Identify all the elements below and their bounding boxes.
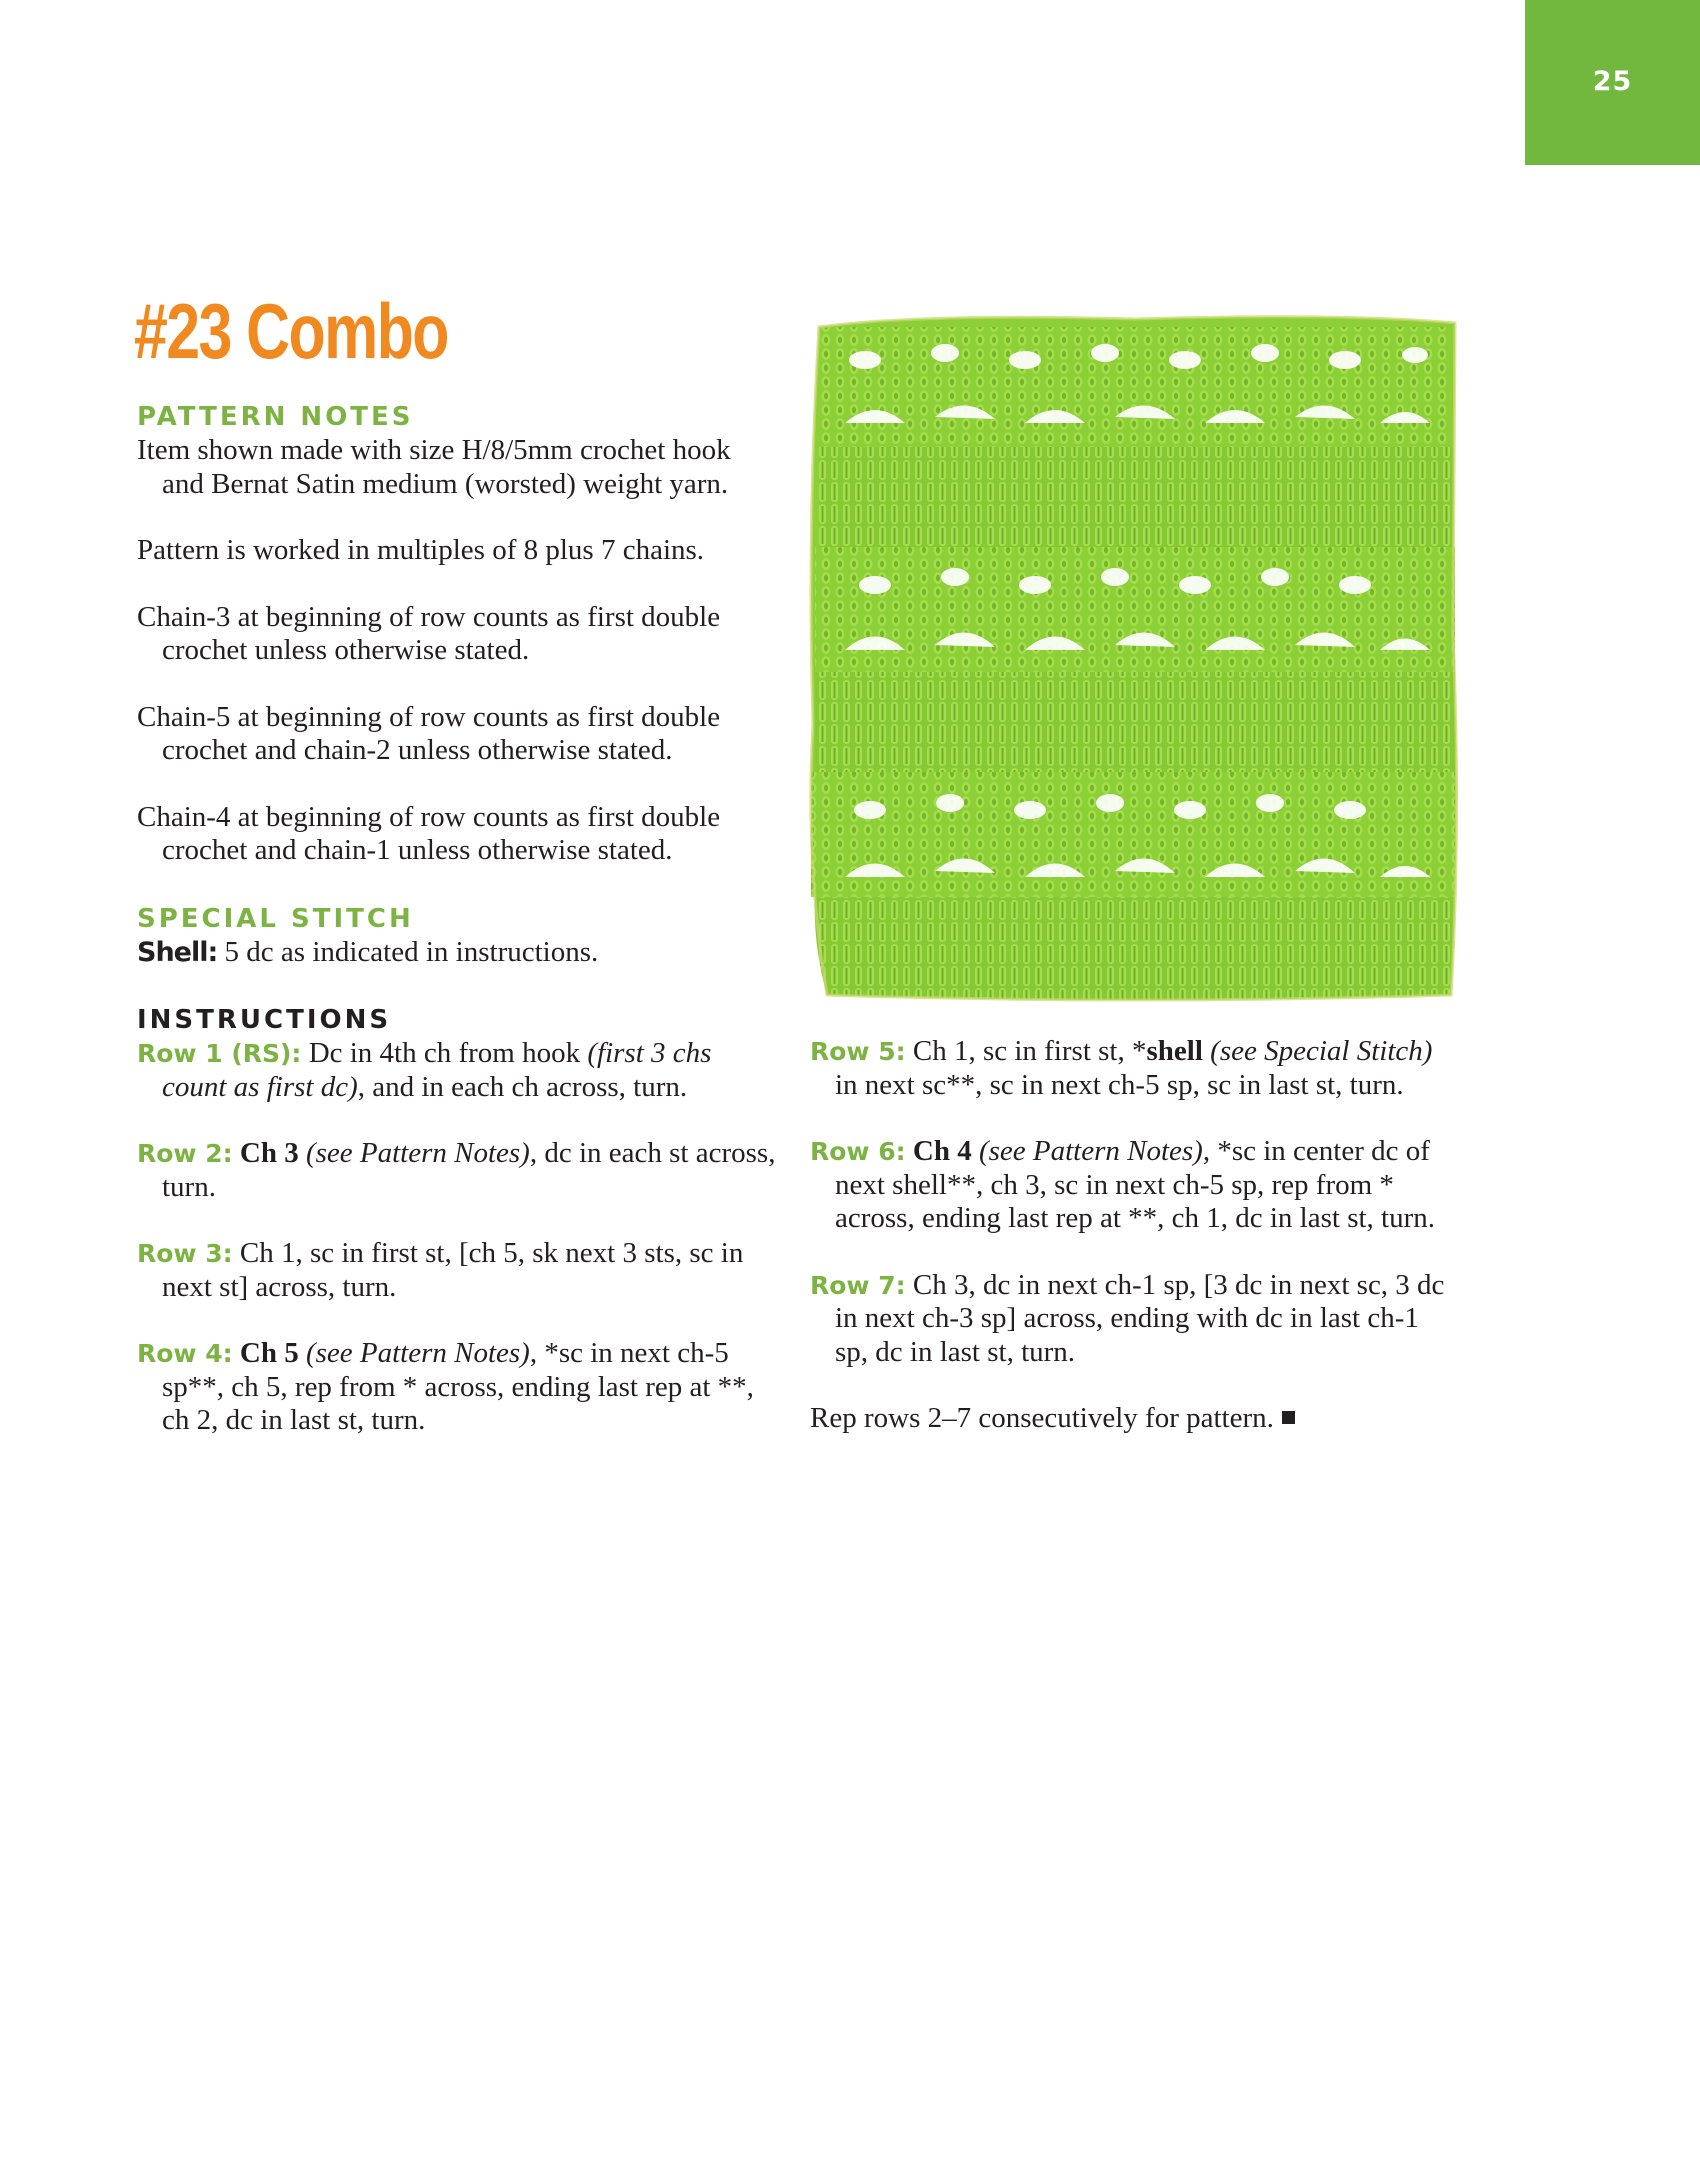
pattern-note: Pattern is worked in multiples of 8 plus 7 chains. [137, 534, 705, 566]
row-text-italic: (see Pattern Notes) [305, 1137, 530, 1169]
row-text-italic: (see Pattern Notes) [305, 1337, 530, 1369]
pattern-title: #23 Combo [134, 287, 448, 375]
instructions-heading: INSTRUCTIONS [137, 1005, 392, 1035]
lace-band-middle [815, 547, 1455, 672]
pattern-notes-heading: PATTERN NOTES [137, 402, 414, 432]
closing-instruction [810, 1402, 1450, 1436]
closing-text: Rep rows 2–7 consecutively for pattern. [810, 1402, 1274, 1434]
pattern-note: Chain-3 at beginning of row counts as first double crochet unless otherwise stated. [137, 600, 721, 666]
row-text: , *sc in next ch-5 sp**, ch 5, rep from * across, ending last rep at **, ch 2, dc in last st, turn. [162, 1337, 754, 1436]
dc-band-3 [815, 897, 1453, 1000]
row-label: Row 1 (RS): [137, 1039, 302, 1068]
row-text-bold: Ch 5 [239, 1337, 299, 1369]
right-column [810, 1035, 1450, 1436]
row-label: Row 2: [137, 1139, 233, 1168]
crochet-swatch-image [805, 305, 1465, 1005]
left-column [137, 400, 777, 1438]
row-text-italic: (see Special Stitch) [1210, 1035, 1433, 1067]
row-label: Row 3: [137, 1239, 233, 1268]
row-text: in next sc**, sc in next ch-5 sp, sc in last st, turn. [835, 1068, 1404, 1101]
instruction-row-4 [137, 1337, 777, 1438]
lace-band-bottom [811, 772, 1455, 897]
row-text: Ch 3, dc in next ch-1 sp, [3 dc in next sc, 3 dc in next ch-3 sp] across, ending with dc in last ch-1 sp, dc in last st, turn. [835, 1268, 1445, 1368]
lace-band-top [821, 327, 1451, 447]
row-label: Row 7: [810, 1270, 906, 1300]
pattern-note: Chain-5 at beginning of row counts as first double crochet and chain-2 unless otherwise stated. [137, 700, 721, 766]
page-number: 25 [1592, 66, 1633, 97]
instruction-row-6 [810, 1135, 1450, 1236]
row-text-italic: (first 3 chs count as first dc) [162, 1037, 712, 1103]
row-text: , dc in each st across, turn. [162, 1137, 776, 1203]
instruction-row-3 [137, 1237, 777, 1304]
row-text-bold: Ch 4 [912, 1135, 972, 1167]
dc-band-1 [819, 447, 1453, 547]
instruction-row-2 [137, 1137, 777, 1204]
row-text-bold: shell [1146, 1035, 1203, 1067]
row-label: Row 5: [810, 1037, 906, 1066]
instruction-row-5 [810, 1035, 1450, 1102]
row-label: Row 6: [810, 1137, 906, 1166]
pattern-note: Chain-4 at beginning of row counts as first double crochet and chain-1 unless otherwise stated. [137, 800, 721, 866]
row-text-bold: Ch 3 [239, 1137, 299, 1169]
special-stitch-definition [137, 936, 777, 970]
special-stitch-text: 5 dc as indicated in instructions. [217, 935, 599, 968]
page-number-tab [1525, 0, 1700, 165]
row-text: Ch 1, sc in first st, [ch 5, sk next 3 sts, sc in next st] across, turn. [162, 1237, 744, 1303]
instruction-row-7 [810, 1269, 1450, 1370]
pattern-note: Item shown made with size H/8/5mm crochet hook and Bernat Satin medium (worsted) weight yarn. [137, 434, 731, 500]
instruction-row-1 [137, 1037, 777, 1104]
row-text: , *sc in center dc of next shell**, ch 3, sc in next ch-5 sp, rep from * across, ending last rep at **, ch 1, dc in last st, turn. [835, 1135, 1436, 1234]
row-text: Dc in 4th ch from hook [301, 1037, 588, 1069]
dc-band-2 [815, 672, 1455, 772]
special-stitch-heading: SPECIAL STITCH [137, 903, 414, 934]
row-text-italic: (see Pattern Notes) [978, 1135, 1203, 1167]
crochet-swatch-photo [805, 305, 1465, 1005]
row-label: Row 4: [137, 1339, 233, 1368]
special-stitch-term: Shell: [137, 936, 218, 968]
row-text: , and in each ch across, turn. [357, 1070, 688, 1103]
row-text: Ch 1, sc in first st, * [905, 1035, 1147, 1067]
end-square-icon [1282, 1411, 1295, 1424]
